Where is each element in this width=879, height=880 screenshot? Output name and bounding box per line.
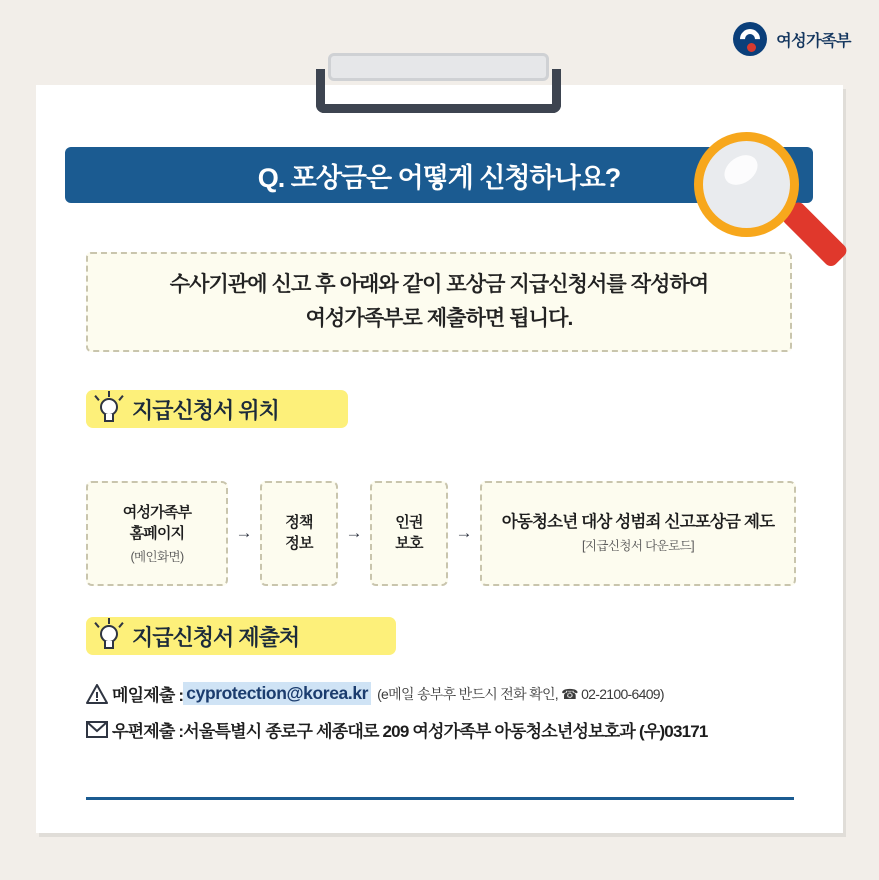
flow-step-2	[260, 481, 338, 586]
email-submission-note: (e메일 송부후 반드시 전화 확인, ☎ 02-2100-6409)	[377, 685, 664, 702]
section-heading-form-location	[86, 390, 348, 428]
flow-arrow-1: →	[235, 523, 253, 542]
flow-step-1-line2: 홈페이지	[129, 524, 185, 542]
flow-step-1	[86, 481, 228, 586]
bulb-base	[104, 414, 114, 422]
bulb-ray	[108, 618, 110, 624]
bulb-ray	[118, 622, 123, 628]
flow-step-1-sub: (메인화면)	[130, 549, 184, 564]
flow-step-1-line1: 여성가족부	[122, 503, 192, 521]
lightbulb-icon	[94, 619, 124, 653]
mail-submission-address: 서울특별시 종로구 세종대로 209 여성가족부 아동청소년성보호과 (우)03171	[183, 722, 708, 741]
flow-step-2-line1: 정책	[285, 514, 313, 531]
bulb-ray	[118, 395, 123, 401]
navigation-flow	[86, 478, 796, 588]
flow-step-3	[370, 481, 448, 586]
section-title-2: 지급신청서 제출처	[132, 624, 300, 650]
mail-submission-label: 우편제출 :	[112, 722, 184, 741]
flow-step-2-line2: 정보	[285, 535, 313, 552]
mail-submission-row	[86, 717, 806, 742]
lightbulb-icon	[94, 392, 124, 426]
bulb-ray	[94, 622, 99, 628]
flow-step-4	[480, 481, 796, 586]
flow-step-4-line1: 아동청소년 대상 성범죄 신고포상금 제도	[501, 513, 775, 531]
email-submission-row	[86, 681, 806, 706]
flow-step-3-line1: 인권	[395, 514, 423, 531]
section-heading-submission	[86, 617, 396, 655]
question-text: Q. 포상금은 어떻게 신청하나요?	[257, 162, 621, 193]
email-submission-label: 메일제출 :	[112, 686, 184, 705]
email-address[interactable]: cyprotection@korea.kr	[183, 682, 371, 705]
flow-arrow-2: →	[345, 523, 363, 542]
intro-line-1: 수사기관에 신고 후 아래와 같이 포상금 지급신청서를 작성하여	[169, 273, 709, 296]
question-banner	[65, 147, 813, 203]
intro-line-2: 여성가족부로 제출하면 됩니다.	[305, 307, 573, 330]
bulb-base	[104, 641, 114, 649]
bottom-divider	[86, 797, 794, 800]
intro-box	[86, 252, 792, 352]
envelope-icon	[86, 721, 112, 738]
binder-clip-icon	[316, 53, 561, 115]
section-title-1: 지급신청서 위치	[132, 397, 279, 423]
ministry-taegeuk-icon	[733, 22, 767, 56]
bulb-ray	[94, 395, 99, 401]
binder-clip-bottom	[316, 69, 561, 113]
flow-step-3-line2: 보호	[395, 535, 423, 552]
flow-step-4-sub: [지급신청서 다운로드]	[582, 539, 694, 553]
flow-arrow-3: →	[455, 523, 473, 542]
info-card	[36, 85, 843, 833]
ministry-logo	[733, 22, 851, 56]
submission-contacts	[86, 681, 806, 753]
warning-triangle-icon	[86, 684, 112, 704]
ministry-logo-text: 여성가족부	[776, 32, 851, 50]
bulb-ray	[108, 391, 110, 397]
